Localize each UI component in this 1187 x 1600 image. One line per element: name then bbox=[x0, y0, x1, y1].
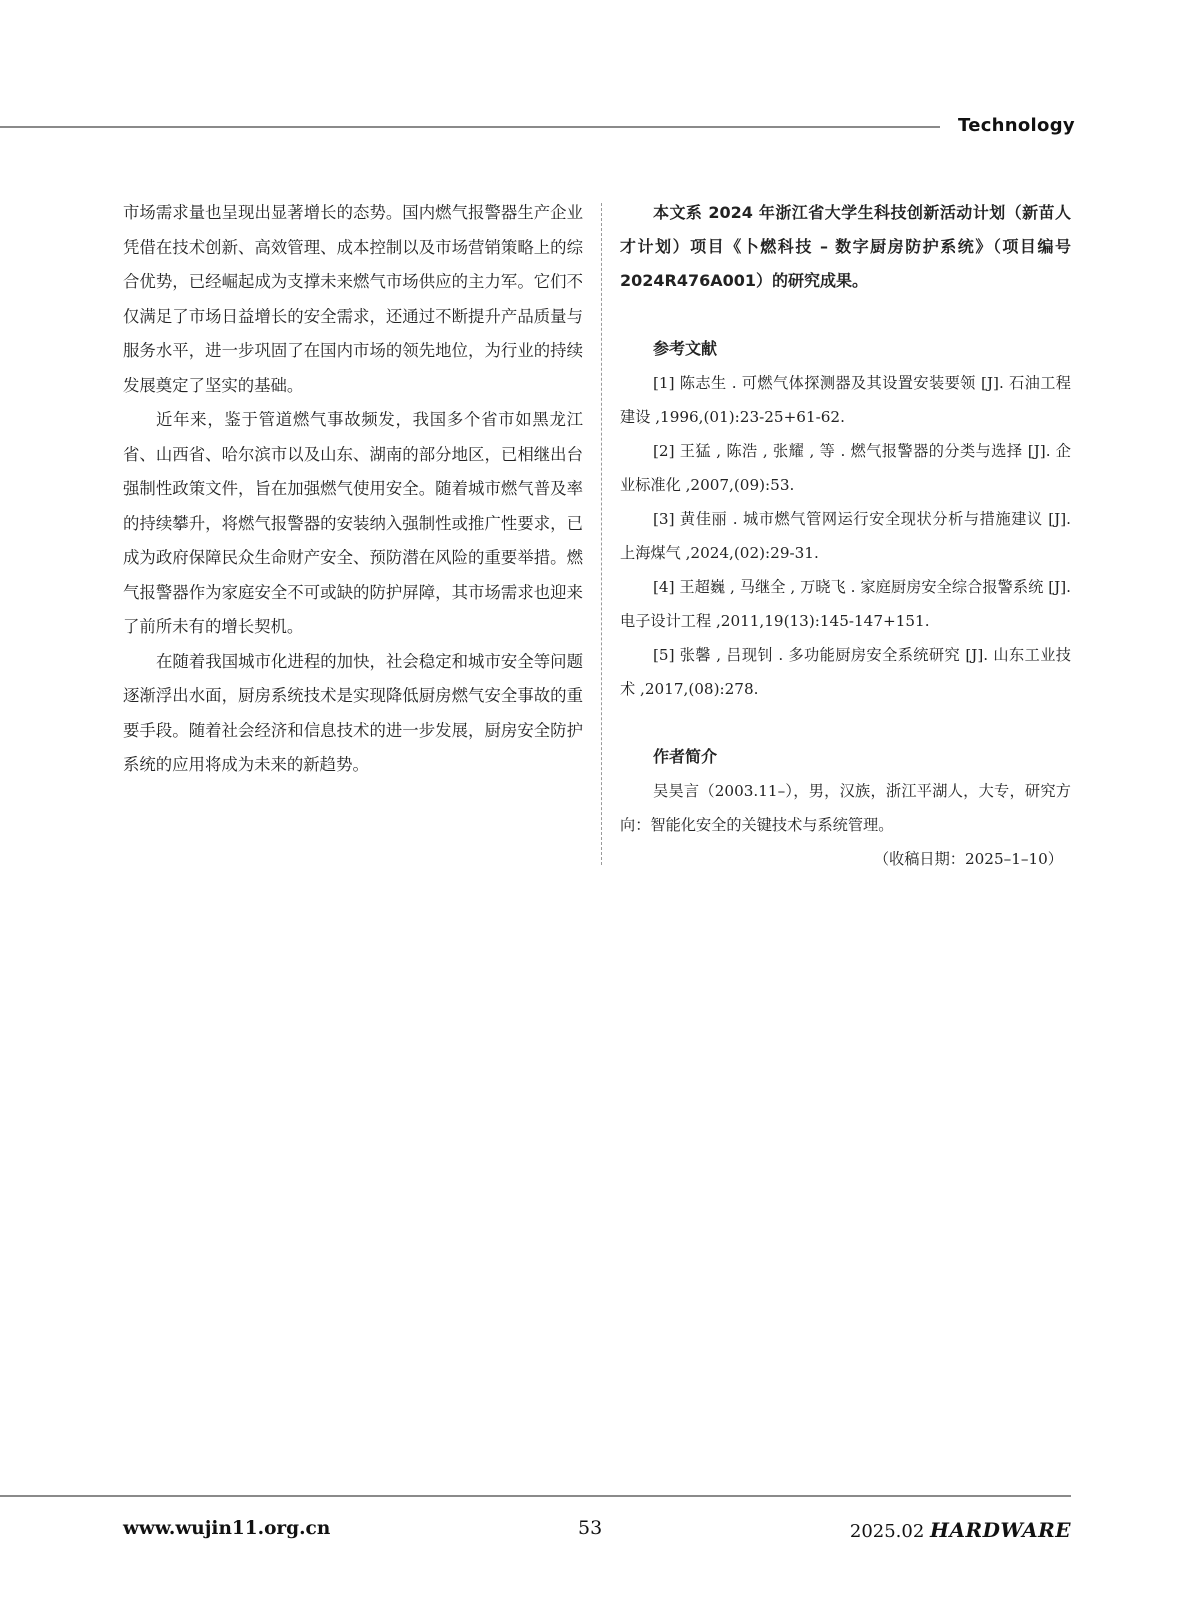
body-paragraph: 近年来，鉴于管道燃气事故频发，我国多个省市如黑龙江省、山西省、哈尔滨市以及山东、湖南的部分地区，已相继出台强制性政策文件，旨在加强燃气使用安全。随着城市燃气普及率的持续攀升，将燃气报警器的安装纳入强制性或推广性要求，已成为政府保障民众生命财产安全、预防潜在风险的重要举措。燃气报警器作为家庭安全不可或缺的防护屏障，其市场需求也迎来了前所未有的增长契机。 bbox=[123, 410, 583, 636]
reference-item: [4] 王超巍 , 马继全 , 万晓飞 . 家庭厨房安全综合报警系统 [J]. 电子设计工程 ,2011,19(13):145-147+151. bbox=[620, 578, 1071, 630]
body-paragraph: 市场需求量也呈现出显著增长的态势。国内燃气报警器生产企业凭借在技术创新、高效管理、成本控制以及市场营销策略上的综合优势，已经崛起成为支撑未来燃气市场供应的主力军。它们不仅满足了市场日益增长的安全需求，还通过不断提升产品质量与服务水平，进一步巩固了在国内市场的领先地位，为行业的持续发展奠定了坚实的基础。 bbox=[123, 203, 583, 395]
funding-note: 本文系 2024 年浙江省大学生科技创新活动计划（新苗人才计划）项目《卜燃科技 – 数字厨房防护系统》（项目编号 2024R476A001）的研究成果。 bbox=[620, 203, 1071, 290]
footer-rule bbox=[0, 1495, 1071, 1497]
column-divider bbox=[601, 203, 602, 865]
footer-website: www.wujin11.org.cn bbox=[123, 1518, 331, 1539]
page-number: 53 bbox=[578, 1517, 603, 1539]
reference-item: [5] 张馨 , 吕现钊 . 多功能厨房安全系统研究 [J]. 山东工业技术 ,2017,(08):278. bbox=[620, 646, 1071, 698]
reference-item: [3] 黄佳丽 . 城市燃气管网运行安全现状分析与措施建议 [J]. 上海煤气 ,2024,(02):29-31. bbox=[620, 510, 1071, 562]
section-label: Technology bbox=[958, 115, 1075, 136]
right-column bbox=[620, 196, 1071, 876]
author-title: 作者简介 bbox=[653, 747, 718, 766]
magazine-name: HARDWARE bbox=[930, 1518, 1071, 1542]
author-bio: 吴昊言（2003.11–），男，汉族，浙江平湖人，大专，研究方向：智能化安全的关键技术与系统管理。 bbox=[620, 782, 1071, 834]
issue-number: 2025.02 bbox=[849, 1521, 925, 1542]
reference-item: [1] 陈志生 . 可燃气体探测器及其设置安装要领 [J]. 石油工程建设 ,1996,(01):23-25+61-62. bbox=[620, 374, 1071, 426]
received-date: （收稿日期：2025–1–10） bbox=[873, 850, 1063, 868]
body-paragraph: 在随着我国城市化进程的加快，社会稳定和城市安全等问题逐渐浮出水面，厨房系统技术是实现降低厨房燃气安全事故的重要手段。随着社会经济和信息技术的进一步发展，厨房安全防护系统的应用将成为未来的新趋势。 bbox=[123, 651, 583, 774]
references-title: 参考文献 bbox=[653, 339, 718, 358]
header-rule bbox=[0, 126, 940, 128]
left-column bbox=[123, 196, 583, 783]
reference-item: [2] 王猛 , 陈浩 , 张耀 , 等 . 燃气报警器的分类与选择 [J]. 企业标准化 ,2007,(09):53. bbox=[620, 442, 1071, 494]
footer-issue bbox=[850, 1518, 1071, 1542]
